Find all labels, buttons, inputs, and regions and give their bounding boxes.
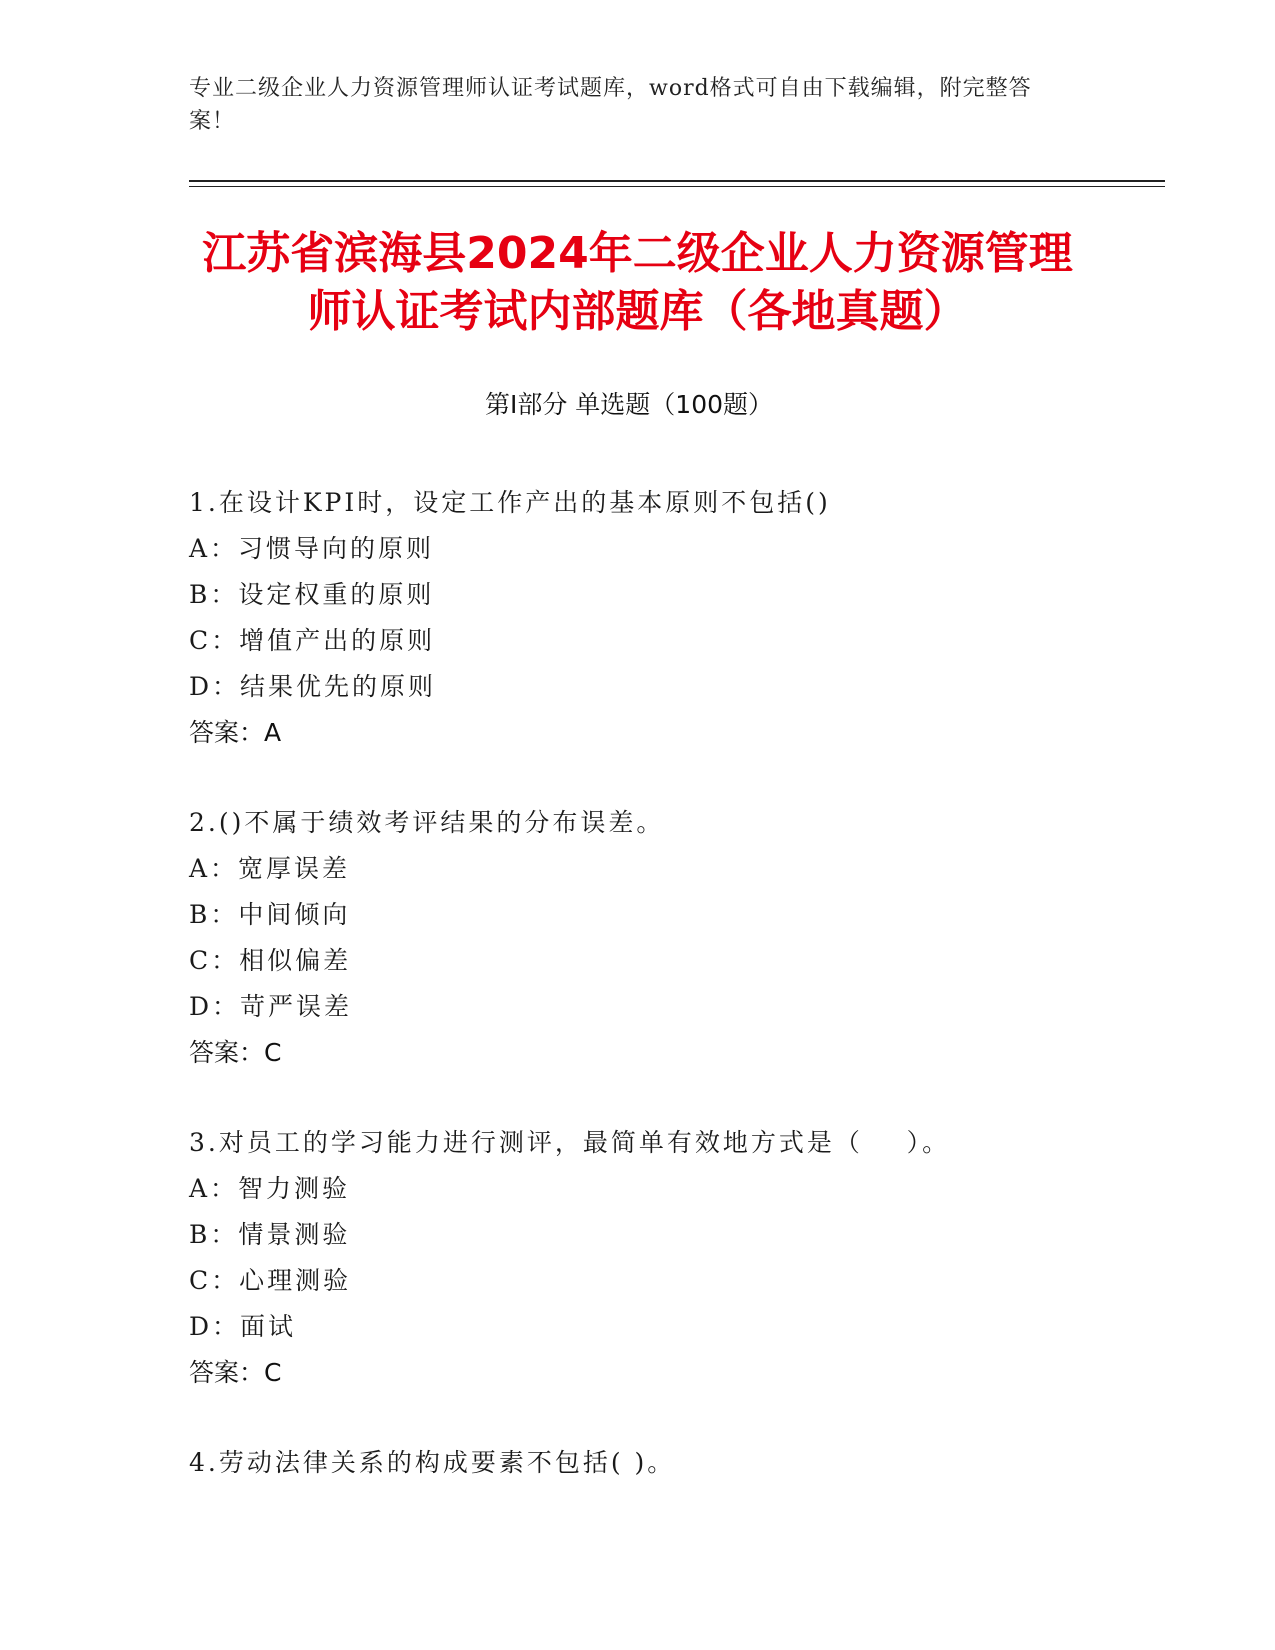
option-c: C：增值产出的原则 — [189, 626, 436, 655]
question-3 — [189, 1120, 1149, 1396]
question-1 — [189, 480, 1149, 756]
option-a: A：习惯导向的原则 — [189, 534, 435, 563]
question-list — [189, 480, 1149, 1530]
option-c: C：心理测验 — [189, 1266, 352, 1295]
option-b: B：情景测验 — [189, 1220, 351, 1249]
option-d: D：面试 — [189, 1312, 297, 1341]
question-text: 1.在设计KPI时，设定工作产出的基本原则不包括() — [189, 488, 831, 517]
answer-text: 答案：C — [189, 1358, 282, 1387]
question-2 — [189, 800, 1149, 1076]
section-heading: 第Ⅰ部分 单选题（100题） — [484, 390, 774, 419]
title-line-2: 师认证考试内部题库（各地真题） — [307, 286, 968, 337]
answer-text: 答案：C — [189, 1038, 282, 1067]
option-a: A：宽厚误差 — [189, 854, 351, 883]
page-header: 专业二级企业人力资源管理师认证考试题库，word格式可自由下载编辑，附完整答案！ — [189, 76, 1032, 134]
option-b: B：中间倾向 — [189, 900, 351, 929]
question-text: 2.()不属于绩效考评结果的分布误差。 — [189, 808, 665, 837]
title-line-1: 江苏省滨海县2024年二级企业人力资源管理 — [202, 228, 1073, 279]
header-divider-thin — [189, 186, 1165, 187]
header-divider-thick — [189, 180, 1165, 182]
option-d: D：苛严误差 — [189, 992, 353, 1021]
answer-text: 答案：A — [189, 718, 282, 747]
question-4 — [189, 1440, 1149, 1486]
option-a: A：智力测验 — [189, 1174, 351, 1203]
question-text: 4.劳动法律关系的构成要素不包括( )。 — [189, 1448, 676, 1477]
question-text: 3.对员工的学习能力进行测评，最简单有效地方式是（ ）。 — [189, 1128, 951, 1157]
option-b: B：设定权重的原则 — [189, 580, 435, 609]
option-d: D：结果优先的原则 — [189, 672, 437, 701]
document-title — [160, 225, 1115, 341]
option-c: C：相似偏差 — [189, 946, 352, 975]
